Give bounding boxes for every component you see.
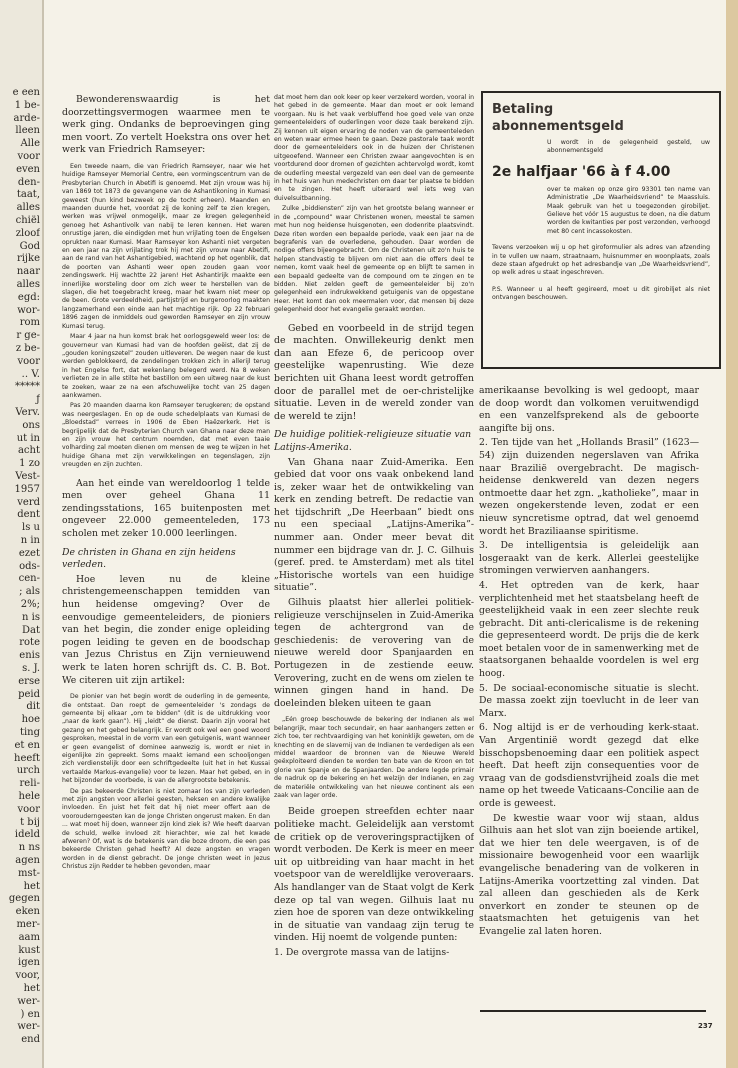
- point-4: 4. Het optreden van de kerk, haar verplichtenheid met het staatsbelang heeft de geestelijkheid vaak in een zeer slechte reuk gebracht. Dit anti-clericalisme is de rekening die gepresenteerd wordt. De prijs die de kerk moet betalen voor de in samenwerking met de staatsorganen behaalde voordelen is wel erg hoog.: [479, 579, 699, 680]
- left-page-fragment: 1 be-: [14, 99, 40, 111]
- left-page-fragment: t bij: [20, 816, 40, 828]
- left-page-fragment: igen: [18, 957, 40, 969]
- left-page-fragment: dent: [17, 509, 40, 521]
- box-title-line1: Betaling: [492, 102, 554, 117]
- left-page-fragment: wer-: [17, 995, 40, 1007]
- left-page-fragment: Alle: [20, 138, 40, 150]
- left-page-fragment: ezet: [18, 547, 40, 559]
- left-page-fragment: verd: [17, 496, 40, 508]
- left-page-fragment: alles: [16, 202, 40, 214]
- south-america-paragraph: Van Ghana naar Zuid-Amerika. Een gebied dat voor ons vaak onbekend land is, zeker waar het de ontwikkeling van kerk en zending betreft. De redactie van het tijdschrift „De Heerbaan” biedt ons nu een speciaal „Latijns-Amerika”-nummer aan. Onder meer bevat dit nummer een bijdrage van dr. J. C. Gilhuis (geref. pred. te Amsterdam) met als titel „Historische wortels van een huidige situatie”.: [274, 456, 474, 594]
- left-page-fragment: lleen: [15, 125, 40, 137]
- left-page-fragment: e een: [12, 87, 40, 98]
- box-details: over te maken op onze giro 93301 ten name van Administratie „De Waarheidsvriend” te Maassluis. Maak gebruik van het u toegezonden girobiljet. Gelieve het vóór 15 augustus te doen, na die datum worden de kwitanties per post verzonden, verhoogd met 80 cent incassokosten.: [547, 185, 710, 235]
- quote-pioneer: De pionier van het begin wordt de ouderling in de gemeente, die ontstaat. Dan roept de gemeenteleider 's zondags de gemeente bij elkaar „om te bidden” (dit is de uitdrukking voor „naar de kerk gaan”). Hij „leidt” de dienst. Daarin zijn vooral het gezang en het gebed belangrijk. Er wordt ook wel een goed woord gesproken, meestal in de vorm van een getuigenis, want wanneer er geen evangelist of dominee aanwezig is, wordt er niet in eigenlijke zin gepreekt. Soms maakt iemand een schooljongen zich verdienstelijk door een schriftgedeelte (uit het in het Kussai vertaalde Markus-evangelie) voor te lezen. Maar het gebed, en in het bijzonder de voorbede, is van de allergrootste betekenis.: [62, 693, 270, 785]
- left-page-fragment: alles: [16, 279, 40, 290]
- left-page-fragment: het: [23, 983, 40, 994]
- left-page-fragment: end: [21, 1034, 40, 1046]
- bottom-rule: [480, 1010, 706, 1012]
- christians-paragraph: Hoe leven nu de kleine christengemeenschappen temidden van hun heidense omgeving? Over de eenvoudige gemeenteleiders, de pioniers van het begin, die zonder enige opleiding pogen leiding te geven en de boodschap van Jezus Christus en Zijn vernieuwend werk te laten horen schrijft ds. C. B. Bot. We citeren uit zijn artikel:: [62, 573, 270, 686]
- left-page-fragment: n ns: [18, 842, 40, 854]
- point-2: 2. Ten tijde van het „Hollands Brasil” (1623—54) zijn duizenden negerslaven van Afrika naar Brazilië overgebracht. De magisch-heidense denkwereld van dezen negers ontmoette daar het zgn. „katholieke”, maar in wezen ongekerstende leven, zodat er een nieuw syncretisme optrad, dat wel genoemd wordt het Braziliaanse spiritisme.: [479, 437, 699, 537]
- left-page-fragment: 1 zo: [19, 458, 40, 470]
- left-page-fragment: dit: [26, 701, 40, 713]
- box-postscript: P.S. Wanneer u al heeft gegireerd, moet u dit girobiljet als niet ontvangen beschouwen.: [492, 285, 710, 302]
- left-page-fragment: ons: [22, 419, 40, 431]
- point-5: 5. De sociaal-economische situatie is slecht. De massa zoekt zijn toevlucht in de leer van Marx.: [479, 682, 699, 719]
- quote-ramseyer: Een tweede naam, die van Friedrich Ramseyer, naar wie het huidige Ramseyer Memorial Centre, een vormingscentrum van de Presbyterian Church in Abetifi is genoemd. Met zijn vrouw was hij van 1869 tot 1873 de gevangene van de Ashantikoning in Kumasi geweest (hun kind bezweek op de tocht erheen). Maanden en maanden duurde het, voordat zij de koning zelf te zien kregen, werken was vrijwel onmogelijk, maar ze kregen gelegenheid genoeg het Ashantivolk van nabij te leren kennen. Het waren onrustige jaren, die eindigden met hun vrijlating toen de Engelsen oprukten naar Kumasi. Maar Ramseyer kon Ashanti niet vergeten en een jaar na zijn vrijlating trok hij met zijn vrouw naar Abetifi, aan de rand van het Ashantigebied, wachtend op het ogenblik, dat de poorten van Ashanti weer open zouden gaan voor zendingswerk. Hij wachtte 22 jaren! Het Ashantirijk maakte een innerlijke worsteling door om zich weer te herstellen van de slagen, die het toegebracht kreeg, maar het kwam niet meer op de been. Grote verdeeldheid, partijstrijd en burgeroorlog maakten langzamerhand een einde aan het machtige rijk. Op 22 februari 1896 zagen de inmiddels oud geworden Ramseyer en zijn vrouw Kumasi terug.: [62, 162, 270, 330]
- column-3: [479, 385, 699, 1005]
- prayer-paragraph: Gebed en voorbeeld in de strijd tegen de machten. Onwillekeurig denkt men dan aan Efeze 6, de pericoop over geestelijke wapenrusting. Wie deze berichten uit Ghana leest wordt getroffen door de parallel met de oer-christelijke situatie. Leven in de wereld zonder van de wereld te zijn!: [274, 322, 474, 422]
- quote-ashanti-war: Maar 4 jaar na hun komst brak het oorlogsgeweld weer los: de gouverneur van Kumasi had van de hoofden geëist, dat zij de „gouden koningszetel” zouden uitleveren. De wegen naar de kust werden geblokkeerd, de zendelingen trokken zich in allerijl terug in het Engelse fort, dat wekenlang belegerd werd. Na 8 weken verlieten ze in alle stilte het bastillon om een uitweg naar de kust te zoeken, waar ze na een afschuwelijke tocht van 25 dagen aankwamen.: [62, 333, 270, 399]
- left-page-fragment: ; als: [19, 586, 40, 598]
- left-page-fragment: ut in: [16, 432, 40, 444]
- statistics-paragraph: Aan het einde van wereldoorlog 1 telde men over geheel Ghana 11 zendingsstations, 165 buitenposten met ongeveer 22.000 gemeenteleden, 173 scholen met zeker 10.000 leerlingen.: [62, 477, 270, 539]
- left-page-fragment: voor: [17, 151, 40, 162]
- point-6: 6. Nog altijd is er de verhouding kerk-staat. Van Argentinië wordt gezegd dat elke bisschopsbenoeming daar een politiek aspect heeft. Dat heeft zijn consequenties voor de vraag van de godsdienstvrijheid zoals die met name op het tweede Vaticaans-Concilie aan de orde is geweest.: [479, 722, 699, 809]
- quote-two-groups: „Eén groep beschouwde de bekering der Indianen als wel belangrijk, maar toch secundair, en haar aanhangers zetten er zich toe, ter rechtvaardiging van het koninklijk geweten, om de knechting en de slavernij van de Indianen te verdedigen als een middel waardoor de bronnen van de Nieuwe Wereld geëxploiteerd dienden te worden ten bate van de Kroon en tot glorie van Spanje en de Spanjaarden. De andere legde primair de nadruk op de bekering en het welzijn der Indianen, en zag de materiële ontwikkeling van het nieuwe continent als een zaak van lager orde.: [274, 716, 474, 800]
- left-page-fragment: rijke: [16, 253, 40, 265]
- box-intro: U wordt in de gelegenheid gesteld, uw abonnementsgeld: [547, 139, 710, 155]
- left-page-fragment: 2%;: [20, 599, 40, 610]
- column-2: [274, 94, 474, 1034]
- left-page-fragment: Vest-: [15, 471, 40, 482]
- left-page-fragment: chiël: [15, 215, 40, 226]
- left-page-fragment: agen: [15, 855, 40, 866]
- left-page-fragment: n is: [22, 611, 40, 623]
- left-page-fragment: *****: [15, 381, 40, 393]
- left-page-fragment: den-: [17, 176, 40, 188]
- left-page-fragment: voor,: [15, 970, 40, 982]
- left-page-fragment: zloof: [15, 227, 40, 239]
- left-page-fragment: ting: [19, 727, 40, 738]
- left-page-fragment: reli-: [19, 778, 40, 790]
- left-page-fragment: s. J.: [22, 663, 40, 674]
- point-1: 1. De overgrote massa van de latijns-: [274, 946, 450, 958]
- left-page-fragments: [0, 0, 44, 1068]
- left-page-fragment: et en: [14, 739, 40, 751]
- left-page-fragment: erse: [18, 675, 40, 687]
- left-page-fragment: het: [23, 880, 40, 892]
- section-heading-latin-america: De huidige politiek-religieuze situatie van Latijns-Amerika.: [274, 429, 472, 453]
- left-page-fragment: Verv.: [15, 407, 40, 418]
- left-page-fragment: rom: [19, 317, 40, 329]
- left-page-fragment: hoe: [21, 714, 40, 726]
- left-page-fragment: ) en: [20, 1008, 40, 1020]
- box-title-line2: abonnementsgeld: [492, 119, 624, 134]
- intro-paragraph: Bewonderenswaardig is het doorzettingsvermogen waarmee men te werk ging. Ondanks de beproevingen ging men voort. Zo vertelt Hoekstra ons over het werk van Friedrich Ramseyer:: [62, 94, 270, 156]
- left-page-fragment: wer-: [17, 1021, 40, 1033]
- left-page-fragment: enis: [19, 650, 40, 662]
- quote-return: Pas 20 maanden daarna kon Ramseyer terugkeren; de opstand was neergeslagen. En op de oude schedelplaats van Kumasi de „Bloedstad” verrees in 1906 de Eben Haëzerkerk. Het is begrijpelijk dat de Presbyterian Church van Ghana naar deze man en zijn vrouw het centrum noemden, dat met even taaie volharding zal moeten dienen om mensen de weg te wijzen in het huidige Ghana met zijn verwikkelingen en tegenslagen, zijn vreugden en zijn zuchten.: [62, 402, 270, 469]
- left-page-fragment: kust: [18, 944, 40, 956]
- left-page-fragment: ƒ: [36, 394, 40, 406]
- left-page-fragment: voor: [17, 355, 40, 367]
- left-page-fragment: 1957: [14, 483, 40, 495]
- left-page-fragment: ods-: [19, 560, 40, 572]
- left-page-fragment: acht: [17, 445, 40, 457]
- magazine-page: [44, 0, 738, 1068]
- left-page-fragment: mst-: [17, 867, 40, 879]
- left-page-fragment: ideld: [14, 829, 40, 841]
- left-page-fragment: mer-: [16, 919, 40, 930]
- left-page-fragment: cen-: [18, 573, 40, 585]
- left-page-fragment: egd:: [17, 291, 40, 303]
- point-1-continued: amerikaanse bevolking is wel gedoopt, maar de doop wordt dan volkomen veruitwendigd en een vanzelfsprekend als de geboorte aangifte bij ons.: [479, 385, 699, 434]
- quote-prayer-services: Zulke „biddiensten” zijn van het grootste belang wanneer er in de „compound” waar Christenen wonen, meestal te samen met hun nog heidense huisgenoten, een dodenrite plaatsvindt. Deze riten worden een bepaalde periode, vaak een jaar na de begrafenis van de overledene, gehouden. Daar worden de nodige offers bijeengebracht. Om de Christenen uit zo'n huis te helpen standvastig te blijven om niet aan die offers deel te nemen, komt vaak heel de gemeente op en blijft te samen in een bepaald gedeelte van de compound om te zingen en te bidden. Niet zelden geeft de gemeenteleider bij zo'n gelegenheid een indrukwekkend getuigenis van de opgestane Heer. Het komt dan ook meermalen voor, dat mensen bij deze gelegenheid door het evangelie geraakt worden.: [274, 205, 474, 314]
- left-page-fragment: peid: [18, 688, 40, 700]
- point-3: 3. De intelligentsia is geleidelijk aan losgeraakt van de kerk. Allerlei geestelijke stromingen verwierven aanhangers.: [479, 540, 699, 577]
- left-page-fragment: z be-: [15, 343, 40, 354]
- conclusion-paragraph: De kwestie waar voor wij staan, aldus Gilhuis aan het slot van zijn boeiende artikel, dat we hier ten dele weergaven, is of de missionaire bewogenheid voor een waarlijk evangelische benadering van de volkeren in Latijns-Amerika voortzetting zal vinden. Dat zal alleen dan geschieden als de Kerk onverkort en zonder te steunen op de staatsmachten het getuigenis van het Evangelie zal laten horen.: [479, 812, 699, 937]
- left-page-fragment: ls u: [22, 522, 40, 534]
- page-edge: [726, 0, 738, 1068]
- page-number: 237: [698, 1022, 713, 1030]
- left-page-fragment: taat,: [16, 189, 40, 201]
- left-page-fragment: r ge-: [16, 330, 40, 342]
- power-paragraph: Beide groepen streefden echter naar politieke macht. Geleidelijk aan verstomt de critiek op de veroveringspractijken of wordt verboden. De Kerk is meer en meer uit op uitbreiding van haar macht in het voetspoor van de wereldlijke veroveraars. Als handlanger van de Staat volgt de Kerk deze op tal van wegen. Gilhuis laat nu zien hoe de sporen van deze ontwikkeling in de situatie van vandaag zijn terug te vinden. Hij noemt de volgende punten:: [274, 806, 474, 944]
- left-page-fragment: God: [19, 240, 40, 252]
- gilhuis-paragraph: Gilhuis plaatst hier allerlei politiek-religieuze verschijnselen in Zuid-Amerika tegen de achtergrond van de geschiedenis: de verovering van de nieuwe wereld door Spanjaarden en Portugezen in de zestiende eeuw. Verovering, zucht en de wens om zielen te winnen gingen hand in hand. De doeleinden bleken uiteen te gaan: [274, 597, 474, 709]
- section-heading-ghana: De christen in Ghana en zijn heidens verleden.: [62, 546, 236, 571]
- left-page-fragment: n in: [20, 535, 40, 546]
- left-page-fragment: rote: [19, 637, 40, 649]
- left-page-fragment: urch: [16, 765, 40, 777]
- left-page-fragment: voor: [17, 803, 40, 815]
- left-page-fragment: wor-: [17, 304, 40, 316]
- left-page-fragment: naar: [16, 266, 40, 278]
- column-1: [62, 94, 270, 1034]
- left-page-fragment: arde-: [13, 112, 40, 124]
- left-page-fragment: eken: [15, 906, 40, 918]
- left-page-fragment: aam: [18, 931, 40, 943]
- box-request: Tevens verzoeken wij u op het giroformulier als adres van afzending in te vullen uw naam, straatnaam, huisnummer en woonplaats, zoals deze staan afgedrukt op het adresbandje van „De Waarheidsvriend”, op welk adres u staat ingeschreven.: [492, 244, 710, 277]
- box-amount: 2e halfjaar '66 à f 4.00: [492, 163, 671, 180]
- left-page-fragment: gegen: [8, 893, 40, 905]
- quote-fears: De pas bekeerde Christen is niet zomaar los van zijn verleden met zijn angsten voor allerlei geesten, heksen en andere kwalijke invloeden. En juist het feit dat hij niet meer offert aan de voorouderngeesten kan de jonge Christen ongerust maken. En dan ... wat moet hij doen, wanneer zijn kind ziek is? Wie heeft daarvan de schuld, welke invloed zit hierachter, wie zal het kwade afweren? Of, wat is de betekenis van die boze droom, die een pas bekeerde Christen gehad heeft? Al deze angsten en vragen worden in de dienst gebracht. De jonge christen weet in Jezus Christus zijn Redder te hebben gevonden, maar: [62, 787, 270, 871]
- left-page-fragment: heeft: [14, 752, 40, 764]
- left-page-fragment: Dat: [22, 624, 40, 636]
- subscription-notice-box: [481, 91, 721, 369]
- left-page-fragment: hele: [18, 791, 40, 802]
- left-page-fragment: even: [16, 163, 40, 175]
- quote-continued: dat moet hem dan ook keer op keer verzekerd worden, vooral in het gebed in de gemeente. Maar dan moet er ook lemand voorgaan. Nu is het vaak verbluffend hoe goed vele van onze gemeenteleiders of ouderlingen voor deze taak berekend zijn. Zij kennen uit eigen ervaring de noden van de gemeenteleden en weten waar ermee heen te gaan. Deze pastorale taak wordt door de gemeenteleiders ook in de huizen der Christenen uitgeoefend. Wanneer een Christen zwaar aangevochten is en voortdurend door dromen of gezichten achtervolgd wordt, komt de ouderling meestal vergezeld van een deel van de gemeente in het huis van hun medechristen om daar ter plaatse te bidden en te zingen. Het heeft uiteraard wel iets weg van duivelsuitbanning.: [274, 94, 474, 202]
- left-page-fragment: ‥ V.: [21, 368, 40, 380]
